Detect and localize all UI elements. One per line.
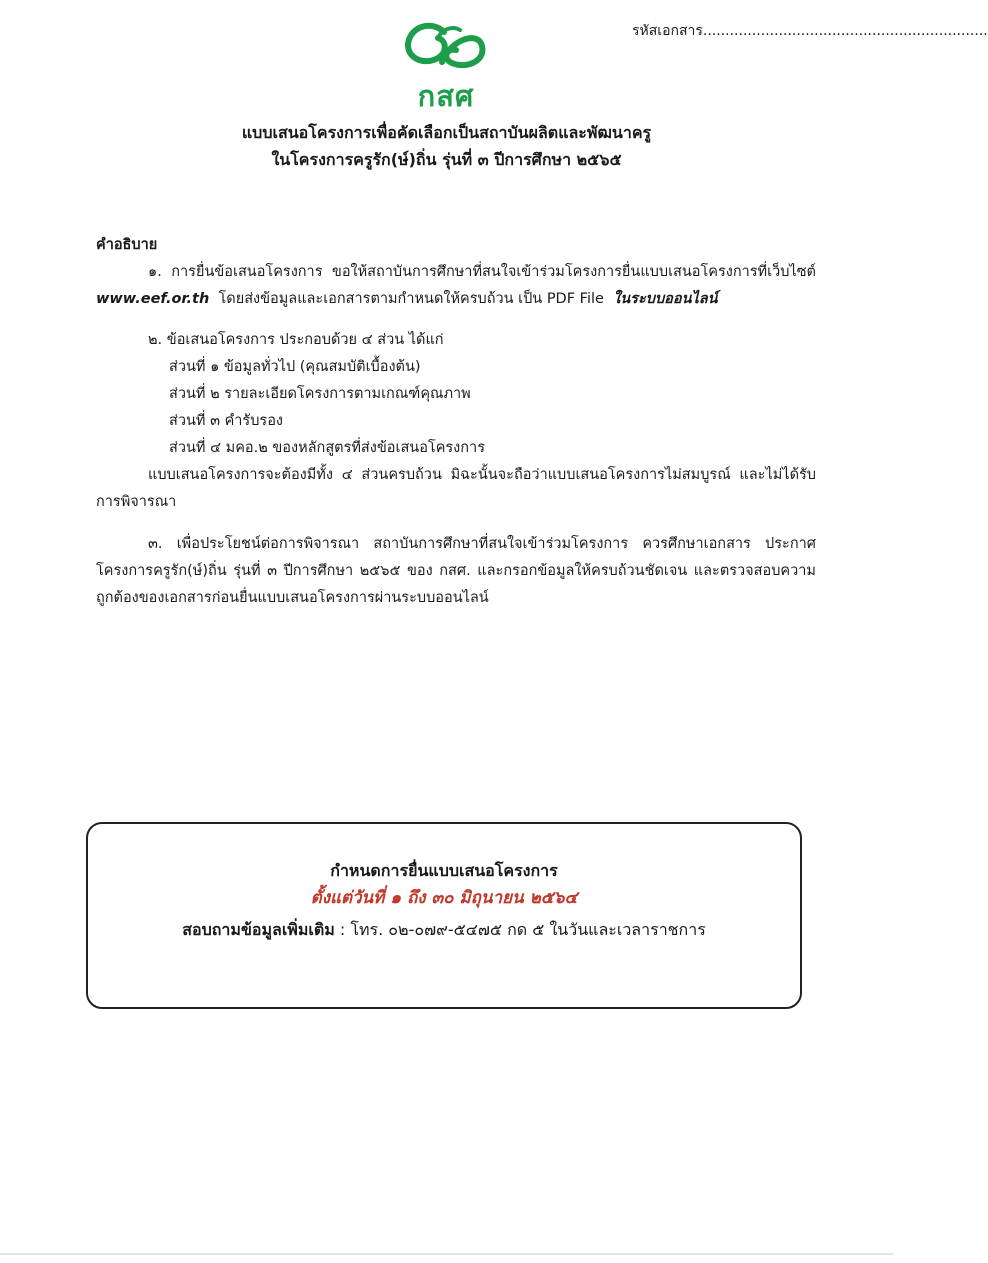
item-3-line-1 — [148, 532, 816, 555]
instructions-heading: คำอธิบาย — [96, 237, 158, 253]
item-3-line-3: ถูกต้องของเอกสารก่อนยื่นแบบเสนอโครงการผ่านระบบออนไลน์ — [96, 590, 489, 606]
item-1-word: ขอให้สถาบันการศึกษาที่สนใจเข้าร่วมโครงการยื่นแบบเสนอโครงการที่เว็บไซต์ — [331, 264, 816, 280]
scan-edge-line — [0, 1253, 893, 1255]
document-title-line-2: ในโครงการครูรัก(ษ์)ถิ่น รุ่นที่ ๓ ปีการศึกษา ๒๕๖๕ — [271, 150, 622, 169]
item-3-word: กสศ. — [439, 563, 471, 579]
part-item: ส่วนที่ ๒ รายละเอียดโครงการตามเกณฑ์คุณภาพ — [169, 386, 471, 402]
item-3-word: ปีการศึกษา — [283, 563, 354, 579]
eef-logo-text: กสศ — [417, 79, 475, 113]
item-1-word: การยื่นข้อเสนอโครงการ — [171, 264, 323, 280]
deadline-date: ตั้งแต่วันที่ ๑ ถึง ๓๐ มิถุนายน ๒๕๖๔ — [310, 888, 578, 908]
note-word: ส่วนครบถ้วน — [361, 467, 442, 483]
document-code-dots: ................................................................ — [702, 23, 988, 39]
item-1-line-2 — [96, 287, 718, 310]
item-3-word: ควรศึกษาเอกสาร — [642, 536, 751, 552]
part-item: ส่วนที่ ๔ มคอ.๒ ของหลักสูตรที่ส่งข้อเสนอโครงการ — [169, 440, 485, 456]
item-3-word: ของ — [407, 563, 433, 579]
item-1-submission-text: โดยส่งข้อมูลและเอกสารตามกำหนดให้ครบถ้วน เป็น PDF File — [218, 291, 604, 307]
document-code — [632, 20, 988, 42]
item-3-word: ๓ — [267, 563, 277, 579]
item-3-word: และกรอกข้อมูลให้ครบถ้วนชัดเจน — [477, 563, 688, 579]
note-word: ๔ — [341, 467, 353, 483]
item-1-number: ๑. — [148, 264, 162, 280]
item-3-word: เพื่อประโยชน์ต่อการพิจารณา — [176, 536, 360, 552]
document-title-line-1: แบบเสนอโครงการเพื่อคัดเลือกเป็นสถาบันผลิตและพัฒนาครู — [241, 123, 652, 142]
item-2-lead: ๒. ข้อเสนอโครงการ ประกอบด้วย ๔ ส่วน ได้แก่ — [148, 332, 444, 348]
deadline-box — [86, 822, 802, 1009]
note-word: มิฉะนั้นจะถือว่าแบบเสนอโครงการไม่สมบูรณ์ — [450, 467, 731, 483]
item-3-word: รุ่นที่ — [233, 563, 261, 579]
deadline-title: กำหนดการยื่นแบบเสนอโครงการ — [330, 861, 558, 880]
contact-info — [88, 918, 800, 943]
item-3-word: ประกาศ — [765, 536, 816, 552]
item-1-line-1 — [148, 260, 816, 283]
item-3-word: สถาบันการศึกษาที่สนใจเข้าร่วมโครงการ — [373, 536, 629, 552]
item-2-note-line-2: การพิจารณา — [96, 494, 177, 510]
part-item: ส่วนที่ ๓ คำรับรอง — [169, 413, 284, 429]
item-3-word: ๒๕๖๕ — [359, 563, 401, 579]
item-3-word: โครงการครูรัก(ษ์)ถิ่น — [96, 563, 227, 579]
item-3-line-2 — [96, 559, 816, 582]
item-3-word: ๓. — [148, 536, 163, 552]
contact-phone-text: : โทร. ๐๒-๐๗๙-๕๔๗๕ กด ๕ ในวันและเวลาราชการ — [339, 920, 706, 939]
document-code-label: รหัสเอกสาร — [632, 23, 703, 39]
item-3-word: และตรวจสอบความ — [693, 563, 816, 579]
website-link[interactable]: www.eef.or.th — [96, 291, 210, 307]
part-item: ส่วนที่ ๑ ข้อมูลทั่วไป (คุณสมบัติเบื้องต้น) — [169, 359, 421, 375]
online-system-emphasis: ในระบบออนไลน์ — [613, 291, 718, 307]
note-word: และไม่ได้รับ — [739, 467, 816, 483]
item-2-note-line-1 — [148, 463, 816, 486]
note-word: แบบเสนอโครงการจะต้องมีทั้ง — [148, 467, 333, 483]
contact-label: สอบถามข้อมูลเพิ่มเติม — [182, 920, 335, 939]
